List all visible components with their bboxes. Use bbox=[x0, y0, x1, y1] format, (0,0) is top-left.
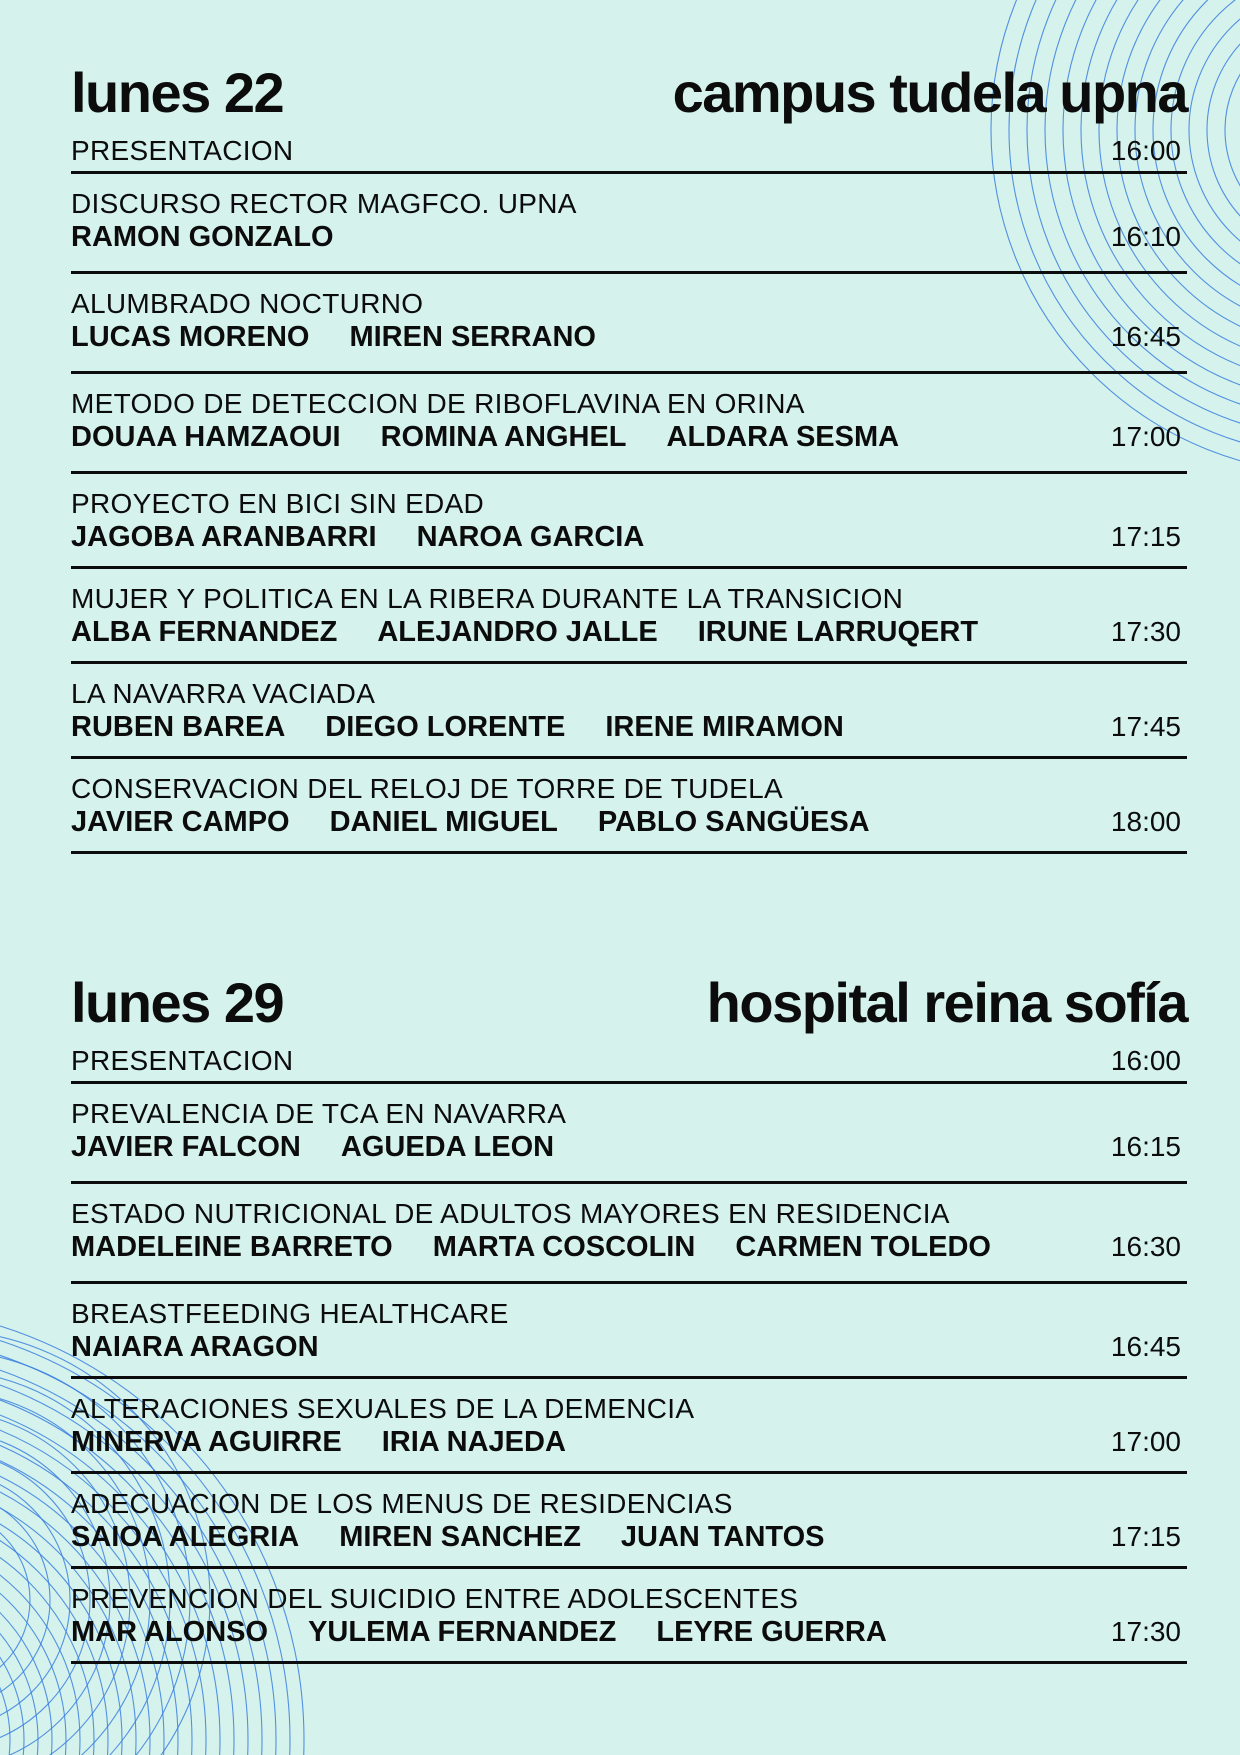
venue-heading: campus tudela upna bbox=[672, 61, 1187, 124]
schedule-row bbox=[71, 1569, 1187, 1664]
talk-time: 16:00 bbox=[1110, 135, 1181, 166]
talk-time: 17:45 bbox=[1110, 711, 1181, 742]
arc-line bbox=[0, 1586, 24, 1755]
schedule-row bbox=[71, 1474, 1187, 1569]
talk-time: 16:30 bbox=[1110, 1231, 1181, 1262]
speaker-name: YULEMA FERNANDEZ bbox=[308, 1616, 617, 1648]
speaker-name: JAGOBA ARANBARRI bbox=[71, 521, 377, 553]
talk-time: 17:30 bbox=[1110, 616, 1181, 647]
talk-time: 17:00 bbox=[1110, 1426, 1181, 1457]
arc-line bbox=[0, 1544, 66, 1755]
schedule-row bbox=[71, 1379, 1187, 1474]
speaker-name: MAR ALONSO bbox=[71, 1616, 269, 1648]
speaker-name: IRENE MIRAMON bbox=[605, 711, 844, 743]
talk-time: 16:00 bbox=[1110, 1045, 1181, 1076]
speaker-name: ALBA FERNANDEZ bbox=[71, 616, 338, 648]
talk-title: PROYECTO EN BICI SIN EDAD bbox=[71, 488, 485, 519]
talk-title: METODO DE DETECCION DE RIBOFLAVINA EN ORINA bbox=[71, 388, 805, 419]
talk-title: MUJER Y POLITICA EN LA RIBERA DURANTE LA TRANSICION bbox=[71, 583, 904, 614]
speaker-name: DIEGO LORENTE bbox=[325, 711, 566, 743]
speaker-names bbox=[71, 1330, 359, 1364]
speaker-names bbox=[71, 1425, 606, 1459]
talk-time: 18:00 bbox=[1110, 806, 1181, 837]
speaker-name: AGUEDA LEON bbox=[340, 1131, 555, 1163]
speaker-names bbox=[71, 615, 1018, 649]
talk-title: LA NAVARRA VACIADA bbox=[71, 678, 376, 709]
speaker-names bbox=[71, 805, 910, 839]
speaker-name: RAMON GONZALO bbox=[71, 221, 334, 253]
talk-title: CONSERVACION DEL RELOJ DE TORRE DE TUDELA bbox=[71, 773, 783, 804]
schedule-row bbox=[71, 1084, 1187, 1184]
speaker-name: IRIA NAJEDA bbox=[381, 1426, 566, 1458]
arc-line bbox=[0, 1530, 80, 1755]
schedule-row bbox=[71, 569, 1187, 664]
arc-line bbox=[0, 1572, 38, 1755]
arc-line bbox=[1225, 20, 1240, 240]
talk-time: 17:00 bbox=[1110, 421, 1181, 452]
arc-line bbox=[1189, 0, 1240, 276]
talk-title: ADECUACION DE LOS MENUS DE RESIDENCIAS bbox=[71, 1488, 733, 1519]
speaker-name: ALEJANDRO JALLE bbox=[377, 616, 658, 648]
talk-title: ESTADO NUTRICIONAL DE ADULTOS MAYORES EN RESIDENCIA bbox=[71, 1198, 950, 1229]
talk-time: 16:45 bbox=[1110, 321, 1181, 352]
venue-heading: hospital reina sofía bbox=[706, 971, 1187, 1034]
schedule-row bbox=[71, 664, 1187, 759]
talk-time: 16:15 bbox=[1110, 1131, 1181, 1162]
speaker-name: ROMINA ANGHEL bbox=[380, 421, 627, 453]
talk-title: BREASTFEEDING HEALTHCARE bbox=[71, 1298, 509, 1329]
speaker-names bbox=[71, 520, 684, 554]
speaker-name: CARMEN TOLEDO bbox=[735, 1231, 991, 1263]
speaker-name: JUAN TANTOS bbox=[620, 1521, 825, 1553]
section-header bbox=[71, 970, 1187, 1036]
speaker-name: JAVIER FALCON bbox=[71, 1131, 301, 1163]
talk-time: 17:30 bbox=[1110, 1616, 1181, 1647]
talk-time: 17:15 bbox=[1110, 521, 1181, 552]
schedule-row bbox=[71, 1184, 1187, 1284]
arc-line bbox=[0, 1510, 30, 1690]
schedule-row bbox=[71, 759, 1187, 854]
schedule-row bbox=[71, 274, 1187, 374]
speaker-names bbox=[71, 1230, 1031, 1264]
arc-line bbox=[0, 1470, 70, 1730]
talk-title: PREVALENCIA DE TCA EN NAVARRA bbox=[71, 1098, 567, 1129]
arc-line bbox=[1207, 2, 1240, 258]
speaker-names bbox=[71, 1615, 927, 1649]
speaker-name: DOUAA HAMZAOUI bbox=[71, 421, 341, 453]
arc-line bbox=[0, 1600, 10, 1755]
speaker-name: NAROA GARCIA bbox=[416, 521, 645, 553]
speaker-name: MADELEINE BARRETO bbox=[71, 1231, 393, 1263]
speaker-name: DANIEL MIGUEL bbox=[329, 806, 558, 838]
speaker-name: MIREN SERRANO bbox=[349, 321, 596, 353]
speaker-name: IRUNE LARRUQERT bbox=[697, 616, 979, 648]
talk-title: PREVENCION DEL SUICIDIO ENTRE ADOLESCENTES bbox=[71, 1583, 799, 1614]
schedule-section-2 bbox=[71, 970, 1187, 1664]
speaker-name: NAIARA ARAGON bbox=[71, 1331, 319, 1363]
section-header bbox=[71, 60, 1187, 126]
speaker-names bbox=[71, 320, 636, 354]
day-heading: lunes 29 bbox=[71, 971, 284, 1034]
speaker-name: LEYRE GUERRA bbox=[656, 1616, 887, 1648]
speaker-name: ALDARA SESMA bbox=[666, 421, 900, 453]
speaker-names bbox=[71, 710, 884, 744]
talk-title: ALUMBRADO NOCTURNO bbox=[71, 288, 424, 319]
talk-title: ALTERACIONES SEXUALES DE LA DEMENCIA bbox=[71, 1393, 695, 1424]
schedule-row bbox=[71, 374, 1187, 474]
day-heading: lunes 22 bbox=[71, 61, 284, 124]
speaker-name: LUCAS MORENO bbox=[71, 321, 310, 353]
speaker-name: MARTA COSCOLIN bbox=[432, 1231, 696, 1263]
talk-title: PRESENTACION bbox=[71, 135, 294, 166]
talk-time: 16:10 bbox=[1110, 221, 1181, 252]
talk-title: PRESENTACION bbox=[71, 1045, 294, 1076]
speaker-names bbox=[71, 220, 374, 254]
schedule-row bbox=[71, 126, 1187, 174]
talk-time: 16:45 bbox=[1110, 1331, 1181, 1362]
arc-line bbox=[0, 1558, 52, 1755]
speaker-name: RUBEN BAREA bbox=[71, 711, 286, 743]
talk-title: DISCURSO RECTOR MAGFCO. UPNA bbox=[71, 188, 577, 219]
speaker-names bbox=[71, 1130, 594, 1164]
schedule-section-1 bbox=[71, 60, 1187, 854]
speaker-name: PABLO SANGÜESA bbox=[597, 806, 870, 838]
talk-time: 17:15 bbox=[1110, 1521, 1181, 1552]
speaker-names bbox=[71, 1520, 864, 1554]
schedule-row bbox=[71, 1284, 1187, 1379]
speaker-name: SAIOA ALEGRIA bbox=[71, 1521, 300, 1553]
arc-line bbox=[0, 1490, 50, 1710]
speaker-name: JAVIER CAMPO bbox=[71, 806, 290, 838]
speaker-name: MIREN SANCHEZ bbox=[339, 1521, 581, 1553]
schedule-row bbox=[71, 174, 1187, 274]
schedule-row bbox=[71, 1036, 1187, 1084]
schedule-row bbox=[71, 474, 1187, 569]
speaker-name: MINERVA AGUIRRE bbox=[71, 1426, 342, 1458]
speaker-names bbox=[71, 420, 939, 454]
